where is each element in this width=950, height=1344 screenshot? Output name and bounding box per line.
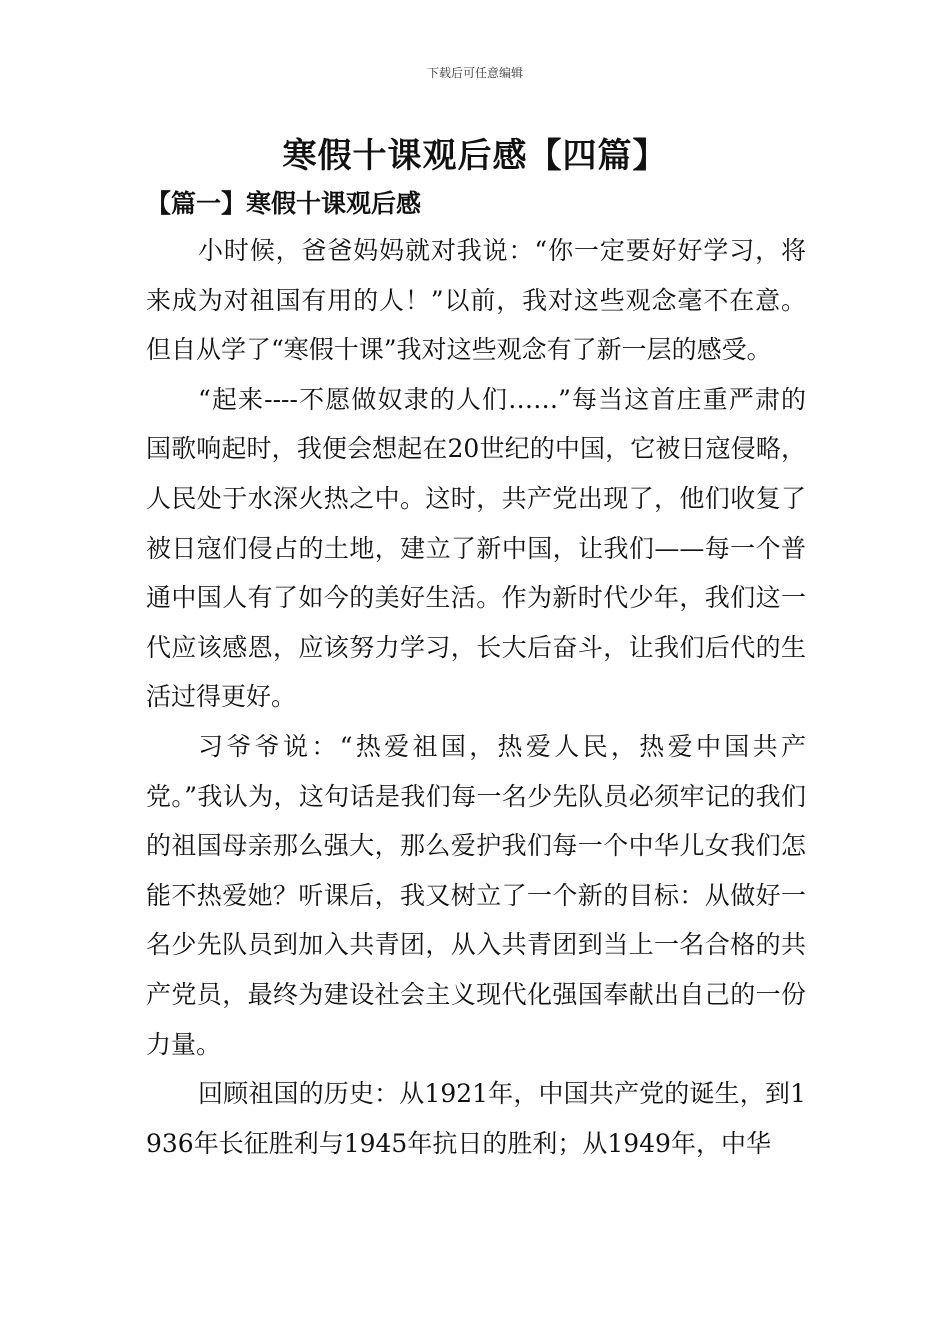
paragraph-3: 习爷爷说：“热爱祖国，热爱人民，热爱中国共产党。”我认为，这句话是我们每一名少先队员必须牢记的我们的祖国母亲那么强大，那么爱护我们每一个中华儿女我们怎能不热爱她？听课后，我又树立了一个新的目标：从做好一名少先队员到加入共青团，从入共青团到当上一名合格的共产党员，最终为建设社会主义现代化强国奉献出自己的一份力量。 [146,731,806,1059]
document-title: 寒假十课观后感【四篇】 [282,136,668,176]
section-heading: 【篇一】寒假十课观后感 [146,189,422,218]
body-text [146,226,806,1168]
paragraph-2: “起来----不愿做奴隶的人们……”每当这首庄重严肃的国歌响起时，我便会想起在20世纪的中国，它被日寇侵略，人民处于水深火热之中。这时，共产党出现了，他们收复了被日寇们侵占的土地，建立了新中国，让我们——每一个普通中国人有了如今的美好生活。作为新时代少年，我们这一代应该感恩，应该努力学习，长大后奋斗，让我们后代的生活过得更好。 [146,384,806,712]
header-note: 下载后可任意编辑 [426,66,523,80]
paragraph-4: 回顾祖国的历史：从1921年，中国共产党的诞生，到1936年长征胜利与1945年抗日的胜利；从1949年，中华 [146,1079,806,1158]
paragraph-1: 小时候，爸爸妈妈就对我说：“你一定要好好学习，将来成为对祖国有用的人！”以前，我对这些观念毫不在意。但自从学了“寒假十课”我对这些观念有了新一层的感受。 [146,236,806,365]
